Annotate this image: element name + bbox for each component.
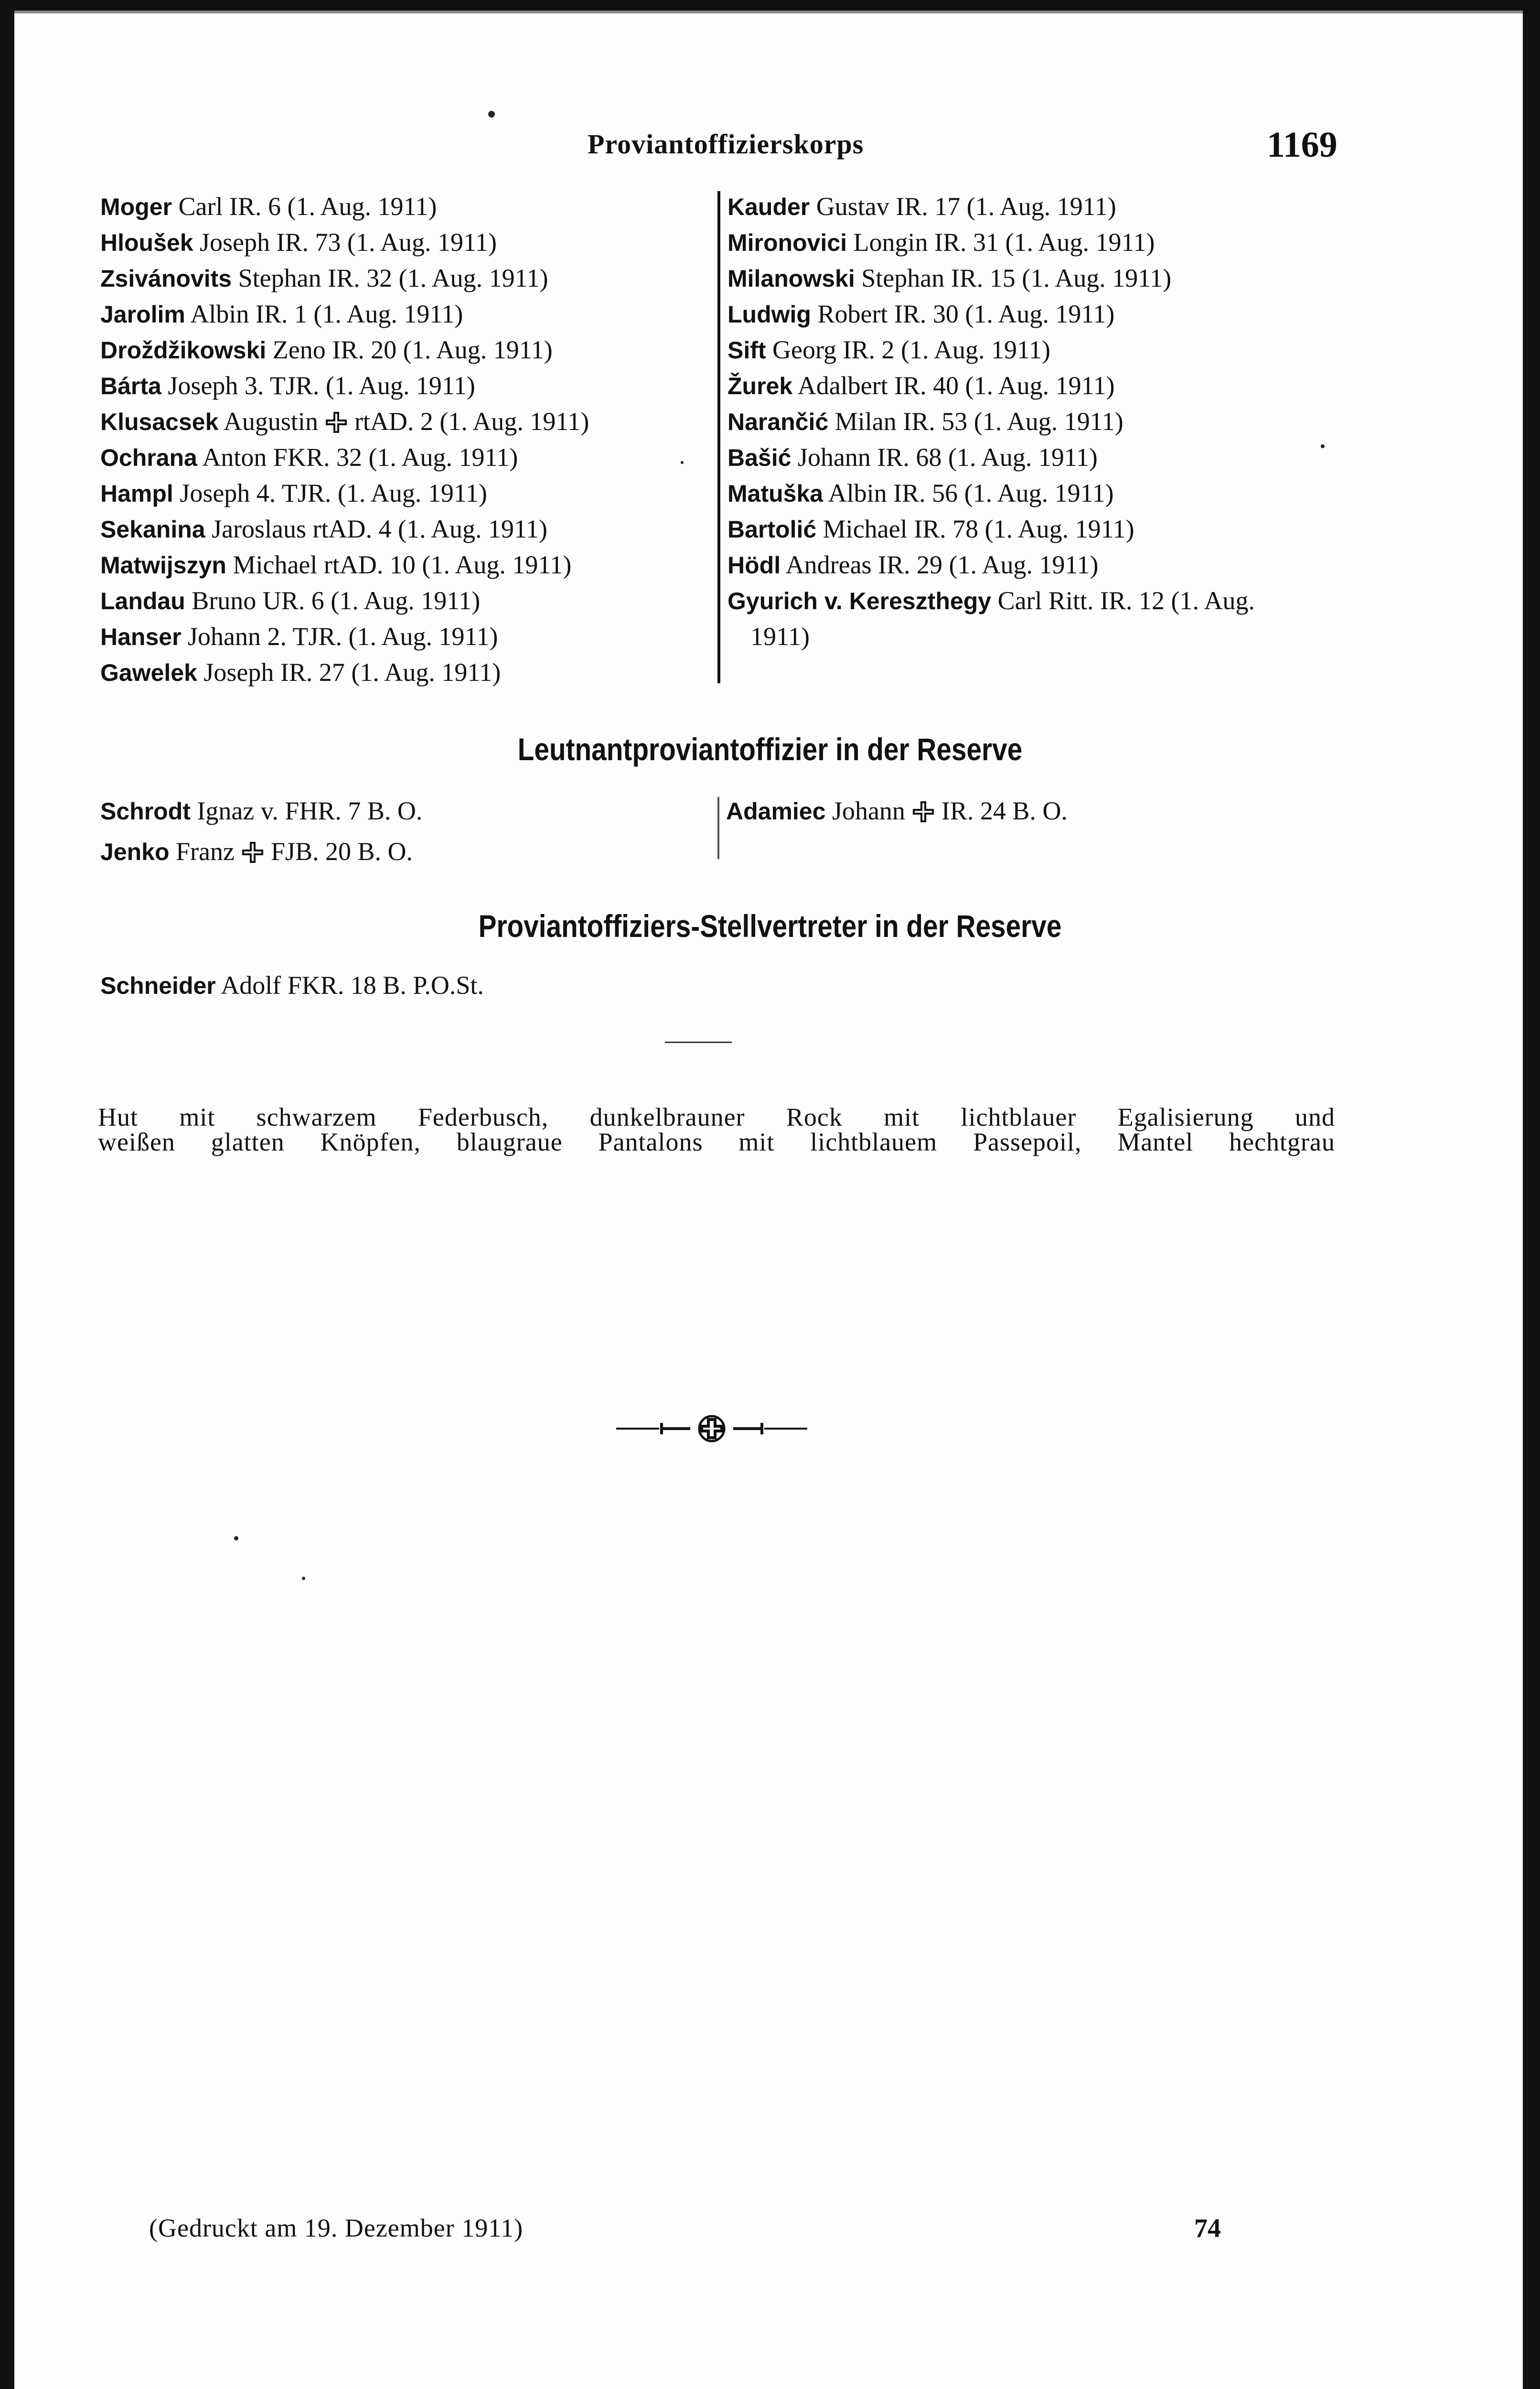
scan-speck <box>302 1577 305 1580</box>
uniform-line: Hut mit schwarzem Federbusch, dunkelbrauner Rock mit lichtblauer Egalisierung und <box>98 1103 1335 1131</box>
section-rule <box>665 1042 732 1043</box>
list-item: Narančić Milan IR. 53 (1. Aug. 1911) <box>727 407 1123 436</box>
cross-icon <box>912 800 935 823</box>
list-item: Landau Bruno UR. 6 (1. Aug. 1911) <box>100 586 481 615</box>
scan-speck <box>488 111 495 118</box>
list-item: Zsivánovits Stephan IR. 32 (1. Aug. 1911) <box>100 264 548 292</box>
list-item: Jenko Franz FJB. 20 B. O. <box>100 837 413 866</box>
scan-border-left <box>0 0 14 2389</box>
scan-border-right <box>1523 0 1540 2389</box>
list-item: Matwijszyn Michael rtAD. 10 (1. Aug. 1911) <box>100 550 572 579</box>
list-item-continuation: 1911) <box>750 622 810 651</box>
list-item: Bašić Johann IR. 68 (1. Aug. 1911) <box>727 443 1098 472</box>
reserve-list-right <box>726 791 1068 831</box>
list-item: Jarolim Albin IR. 1 (1. Aug. 1911) <box>100 300 463 328</box>
reserve-list-left <box>100 791 422 872</box>
sheet-number: 74 <box>1194 2214 1221 2243</box>
list-item: Hanser Johann 2. TJR. (1. Aug. 1911) <box>100 622 498 651</box>
list-item: Sift Georg IR. 2 (1. Aug. 1911) <box>727 335 1050 364</box>
list-item: Droždžikowski Zeno IR. 20 (1. Aug. 1911) <box>100 335 553 364</box>
scan-speck <box>1321 444 1325 448</box>
list-item: Bartolić Michael IR. 78 (1. Aug. 1911) <box>727 515 1134 543</box>
list-item: Schrodt Ignaz v. FHR. 7 B. O. <box>100 796 423 825</box>
list-item: Mironovici Longin IR. 31 (1. Aug. 1911) <box>727 228 1155 257</box>
cross-icon <box>241 841 264 864</box>
section-title-stellvertreter: Proviantoffiziers-Stellvertreter in der Reserve <box>478 908 1062 944</box>
column-divider <box>717 191 720 683</box>
cross-icon <box>325 411 348 434</box>
list-item: Sekanina Jaroslaus rtAD. 4 (1. Aug. 1911) <box>100 515 547 543</box>
stellvertreter-list <box>100 965 484 1006</box>
list-item: Klusacsek Augustin rtAD. 2 (1. Aug. 1911) <box>100 407 589 436</box>
list-item: Ochrana Anton FKR. 32 (1. Aug. 1911) <box>100 443 518 472</box>
scan-border-top-shadow <box>0 11 1540 13</box>
list-item: Matuška Albin IR. 56 (1. Aug. 1911) <box>727 479 1114 507</box>
print-date: (Gedruckt am 19. Dezember 1911) <box>149 2214 524 2242</box>
section-title-reserve: Leutnantproviantoffizier in der Reserve <box>517 732 1023 767</box>
list-item: Hampl Joseph 4. TJR. (1. Aug. 1911) <box>100 479 487 507</box>
list-item: Kauder Gustav IR. 17 (1. Aug. 1911) <box>727 192 1116 221</box>
list-item: Hloušek Joseph IR. 73 (1. Aug. 1911) <box>100 228 497 257</box>
scan-speck <box>681 461 684 464</box>
uniform-line: weißen glatten Knöpfen, blaugraue Pantalons mit lichtblauem Passepoil, Mantel hechtgrau <box>98 1128 1335 1156</box>
page-number: 1169 <box>1267 125 1337 165</box>
running-header: Proviantoffizierskorps <box>588 129 864 160</box>
list-item: Bárta Joseph 3. TJR. (1. Aug. 1911) <box>100 371 475 400</box>
ornament-icon <box>611 1410 812 1448</box>
column-divider <box>717 797 719 859</box>
scan-speck <box>234 1536 238 1540</box>
scan-border-top <box>0 0 1540 11</box>
list-item: Gyurich v. Kereszthegy Carl Ritt. IR. 12 (1. Aug. <box>727 586 1255 615</box>
list-item: Schneider Adolf FKR. 18 B. P.O.St. <box>100 971 484 1000</box>
list-item: Milanowski Stephan IR. 15 (1. Aug. 1911) <box>727 264 1172 292</box>
list-item: Gawelek Joseph IR. 27 (1. Aug. 1911) <box>100 658 501 687</box>
uniform-description <box>98 1105 1335 1154</box>
officer-list-left <box>100 189 707 690</box>
officer-list-right <box>727 189 1348 654</box>
list-item: Ludwig Robert IR. 30 (1. Aug. 1911) <box>727 300 1115 328</box>
list-item: Hödl Andreas IR. 29 (1. Aug. 1911) <box>727 550 1099 579</box>
list-item: Adamiec Johann IR. 24 B. O. <box>726 796 1068 825</box>
list-item: Moger Carl IR. 6 (1. Aug. 1911) <box>100 192 437 221</box>
list-item: Žurek Adalbert IR. 40 (1. Aug. 1911) <box>727 371 1115 400</box>
